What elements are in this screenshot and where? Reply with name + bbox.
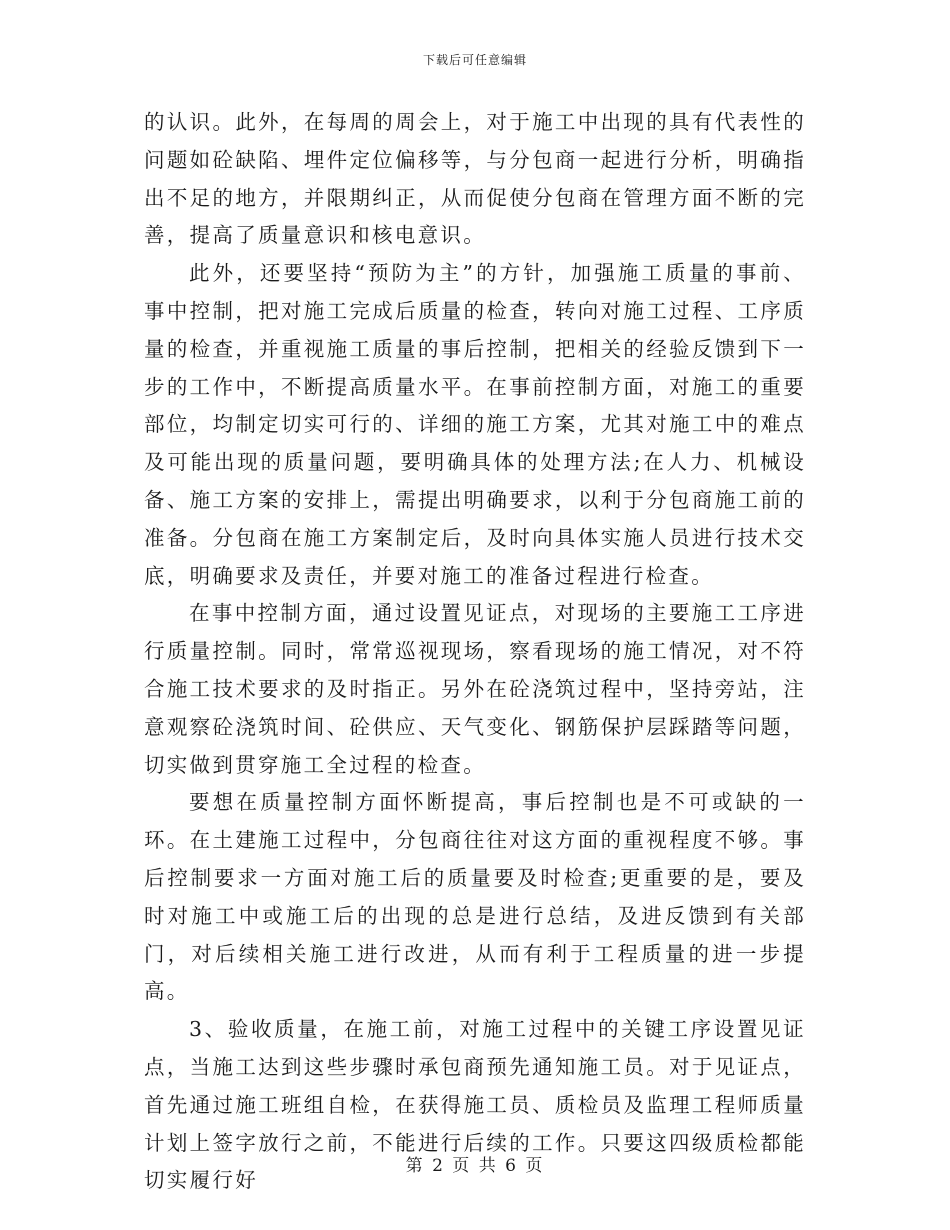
footer-total-pages: 6 bbox=[505, 1156, 518, 1176]
footer-current-page: 2 bbox=[432, 1156, 445, 1176]
paragraph-acceptance-quality: 3、验收质量，在施工前，对施工过程中的关键工序设置见证点，当施工达到这些步骤时承包商预先通知施工员。对于见证点，首先通过施工班组自检，在获得施工员、质检员及监理工程师质量计划上签字放行之前，不能进行后续的工作。只要这四级质检都能切实履行好 bbox=[144, 1017, 806, 1193]
paragraph-prevention-policy: 此外，还要坚持“预防为主”的方针，加强施工质量的事前、事中控制，把对施工完成后质量的检查，转向对施工过程、工序质量的检查，并重视施工质量的事后控制，把相关的经验反馈到下一步的工作中，不断提高质量水平。在事前控制方面，对施工的重要部位，均制定切实可行的、详细的施工方案，尤其对施工中的难点及可能出现的质量问题，要明确具体的处理方法;在人力、机械设备、施工方案的安排上，需提出明确要求，以利于分包商施工前的准备。分包商在施工方案制定后，及时向具体实施人员进行技术交底，明确要求及责任，并要对施工的准备过程进行检查。 bbox=[144, 261, 806, 588]
footer-middle: 页 共 bbox=[452, 1156, 498, 1176]
footer-suffix: 页 bbox=[525, 1156, 545, 1176]
paragraph-post-control: 要想在质量控制方面怀断提高，事后控制也是不可或缺的一环。在土建施工过程中，分包商往往对这方面的重视程度不够。事后控制要求一方面对施工后的质量要及时检查;更重要的是，要及时对施工中或施工后的出现的总是进行总结，及进反馈到有关部门，对后续相关施工进行改进，从而有利于工程质量的进一步提高。 bbox=[144, 790, 806, 1004]
document-body bbox=[144, 104, 806, 1200]
footer-prefix: 第 bbox=[405, 1156, 425, 1176]
page-header-note: 下载后可任意编辑 bbox=[422, 53, 527, 67]
paragraph-continuation: 的认识。此外，在每周的周会上，对于施工中出现的具有代表性的问题如砼缺陷、埋件定位偏移等，与分包商一起进行分析，明确指出不足的地方，并限期纠正，从而促使分包商在管理方面不断的完善，提高了质量意识和核电意识。 bbox=[144, 110, 806, 248]
page-number-footer bbox=[0, 1155, 950, 1177]
paragraph-in-process-control: 在事中控制方面，通过设置见证点，对现场的主要施工工序进行质量控制。同时，常常巡视现场，察看现场的施工情况，对不符合施工技术要求的及时指正。另外在砼浇筑过程中，坚持旁站，注意观察砼浇筑时间、砼供应、天气变化、钢筋保护层踩踏等问题，切实做到贯穿施工全过程的检查。 bbox=[144, 601, 806, 777]
